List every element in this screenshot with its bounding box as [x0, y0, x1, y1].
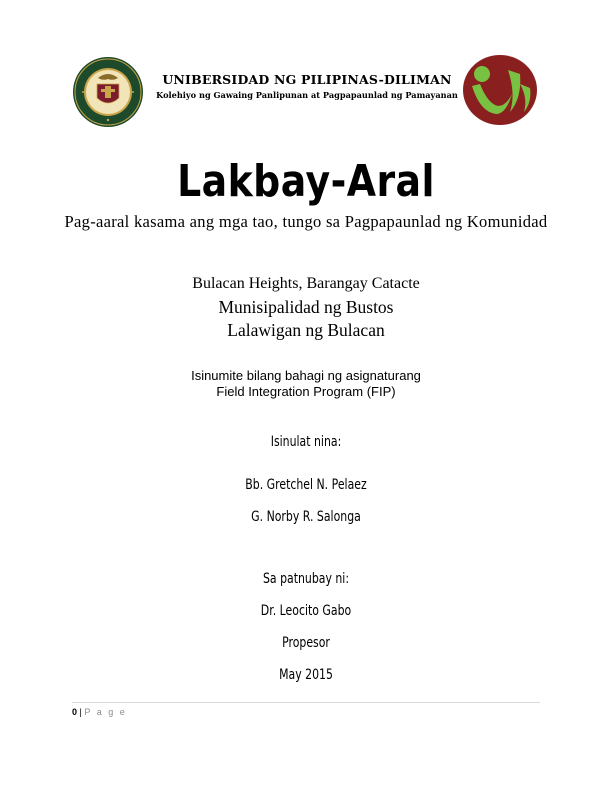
adviser-position: Propesor	[282, 635, 330, 651]
up-seal-icon	[72, 56, 144, 128]
authors-label: Isinulat nina:	[270, 434, 342, 450]
footer-separator: |	[79, 707, 82, 717]
submission-date: May 2015	[279, 667, 333, 683]
document-subtitle: Pag-aaral kasama ang mga tao, tungo sa Pagpapaunlad ng Komunidad	[64, 212, 548, 231]
author-name: G. Norby R. Salonga	[251, 509, 361, 525]
page-footer	[72, 707, 127, 717]
location-line-2: Munisipalidad ng Bustos	[218, 297, 394, 317]
submission-line-1: Isinumite bilang bahagi ng asignaturang	[191, 368, 421, 383]
adviser-name: Dr. Leocito Gabo	[260, 603, 352, 619]
adviser-label: Sa patnubay ni:	[262, 571, 350, 587]
college-name: Kolehiyo ng Gawaing Panlipunan at Pagpapaunlad ng Pamayanan	[156, 90, 458, 100]
cswcd-logo-icon	[462, 54, 538, 126]
university-name: UNIBERSIDAD NG PILIPINAS-DILIMAN	[162, 72, 452, 87]
page-number: 0	[72, 707, 78, 717]
document-title: Lakbay-Aral	[177, 156, 435, 207]
submission-line-2: Field Integration Program (FIP)	[216, 384, 396, 399]
location-line-1: Bulacan Heights, Barangay Catacte	[192, 275, 420, 292]
location-line-3: Lalawigan ng Bulacan	[227, 320, 385, 340]
page-label: P a g e	[84, 707, 127, 717]
author-name: Bb. Gretchel N. Pelaez	[245, 477, 367, 493]
footer-divider	[72, 702, 540, 703]
